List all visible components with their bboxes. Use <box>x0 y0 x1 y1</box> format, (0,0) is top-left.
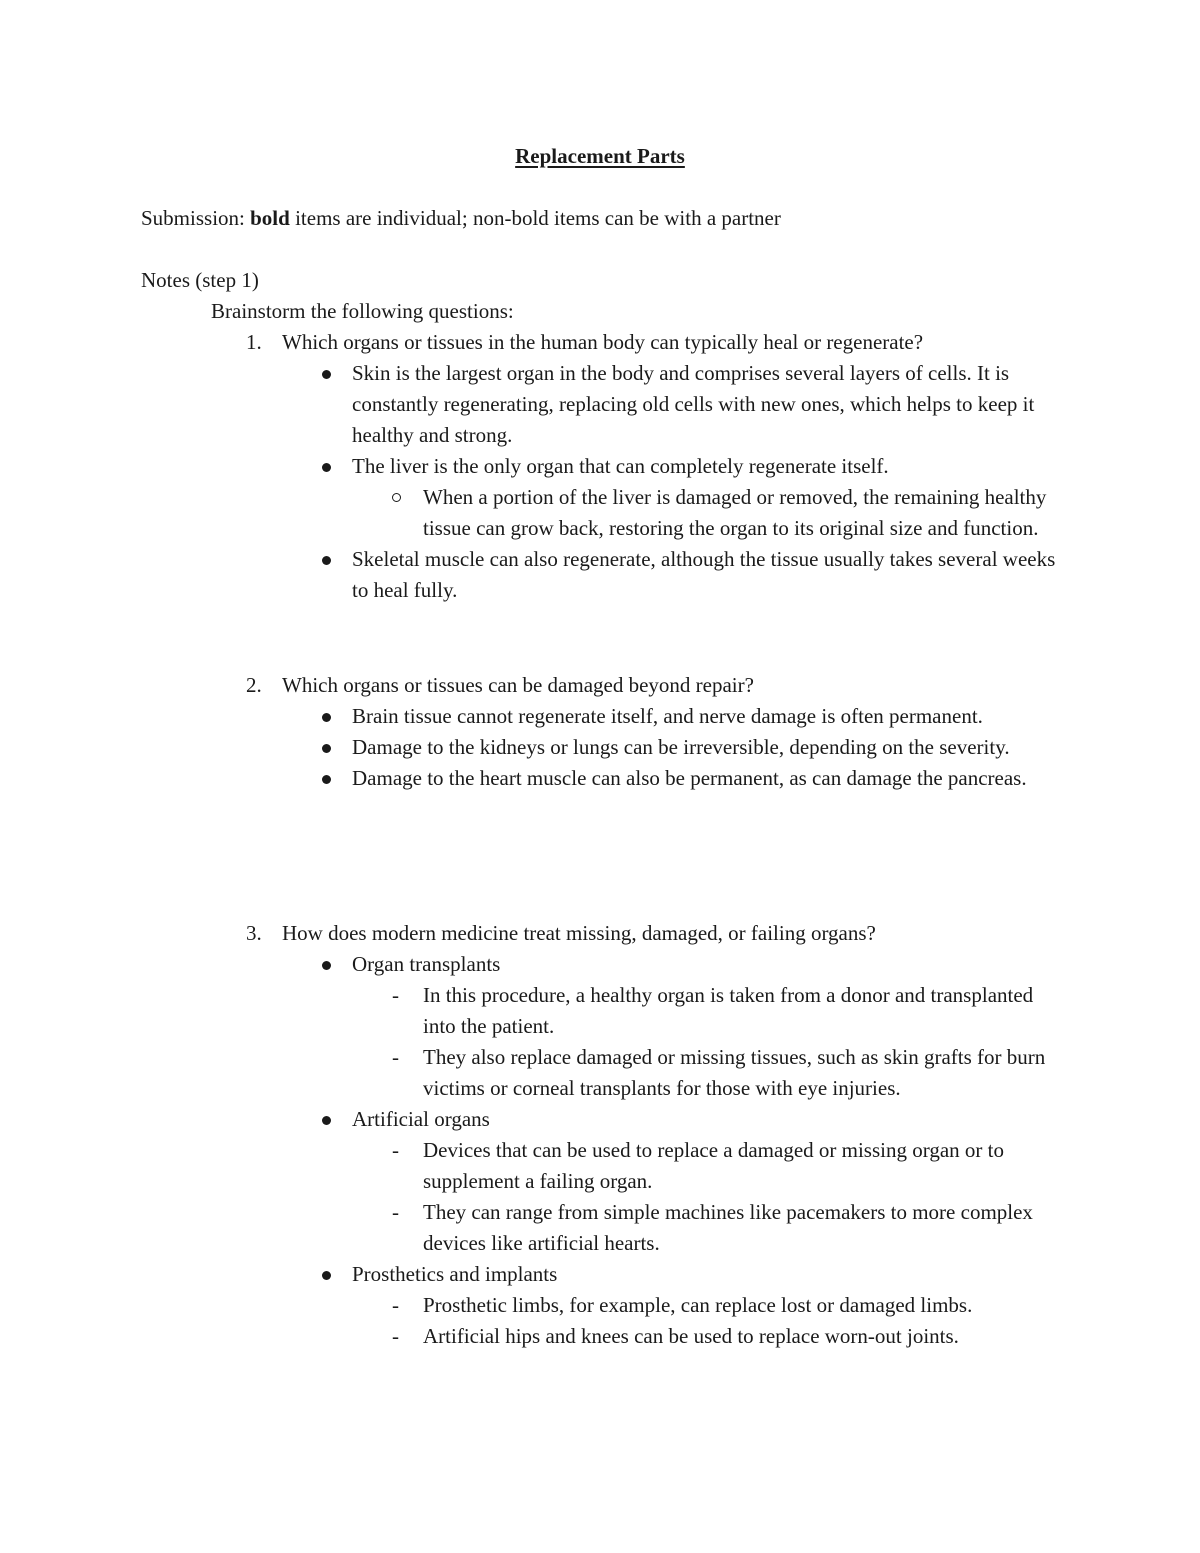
bullet-item <box>246 701 1064 732</box>
sub-bullet-text: When a portion of the liver is damaged or removed, the remaining healthy tissue can grow back, restoring the organ to its original size and function. <box>423 485 1047 540</box>
question-text: Which organs or tissues in the human body can typically heal or regenerate? <box>282 330 924 354</box>
bullet-icon <box>322 1116 331 1125</box>
sub-bullet-text: Prosthetic limbs, for example, can replace lost or damaged limbs. <box>423 1293 973 1317</box>
question-text: How does modern medicine treat missing, damaged, or failing organs? <box>282 921 876 945</box>
bullet-icon <box>322 713 331 722</box>
bullet-item <box>246 732 1064 763</box>
bullet-item <box>246 544 1064 606</box>
question-number: 2. <box>246 673 262 697</box>
bullet-text: The liver is the only organ that can completely regenerate itself. <box>352 454 889 478</box>
dash-icon: - <box>392 1045 399 1069</box>
sub-bullet-text: They also replace damaged or missing tissues, such as skin grafts for burn victims or corneal transplants for those with eye injuries. <box>423 1045 1046 1100</box>
sub-bullet-item <box>246 1135 1063 1197</box>
bullet-text: Damage to the kidneys or lungs can be irreversible, depending on the severity. <box>352 735 1010 759</box>
sub-bullet-item <box>246 980 1063 1042</box>
dash-icon: - <box>392 1200 399 1224</box>
bullet-item <box>246 451 1064 482</box>
answer-list <box>246 949 1086 1352</box>
bullet-item <box>246 358 1064 451</box>
dash-icon: - <box>392 1293 399 1317</box>
bullet-text: Artificial organs <box>352 1107 490 1131</box>
brainstorm-heading: Brainstorm the following questions: <box>211 299 514 323</box>
sub-bullet-item <box>246 1321 1063 1352</box>
dash-icon: - <box>392 1138 399 1162</box>
question-number: 3. <box>246 921 262 945</box>
sub-bullet-text: They can range from simple machines like pacemakers to more complex devices like artificial hearts. <box>423 1200 1033 1255</box>
notes-heading: Notes (step 1) <box>141 268 259 292</box>
submission-prefix: Submission: <box>141 206 251 230</box>
bullet-icon <box>322 775 331 784</box>
page-title: Replacement Parts <box>515 144 685 168</box>
bullet-item <box>246 1259 1064 1290</box>
dash-icon: - <box>392 983 399 1007</box>
submission-rest: items are individual; non-bold items can be with a partner <box>289 206 781 230</box>
bullet-item <box>246 1104 1064 1135</box>
submission-bold-word: bold <box>250 206 290 230</box>
answer-list <box>246 358 1086 606</box>
sub-bullet-item <box>246 1042 1063 1104</box>
dash-icon: - <box>392 1324 399 1348</box>
bullet-text: Skeletal muscle can also regenerate, although the tissue usually takes several weeks to heal fully. <box>352 547 1056 602</box>
answer-list <box>246 701 1086 794</box>
question-text: Which organs or tissues can be damaged beyond repair? <box>282 673 754 697</box>
bullet-icon <box>322 961 331 970</box>
bullet-icon <box>322 744 331 753</box>
sub-bullet-text: Devices that can be used to replace a damaged or missing organ or to supplement a failing organ. <box>423 1138 1004 1193</box>
bullet-icon <box>322 1271 331 1280</box>
sub-bullet-text: Artificial hips and knees can be used to replace worn-out joints. <box>423 1324 959 1348</box>
submission-line <box>141 203 781 234</box>
hollow-circle-icon <box>392 493 401 502</box>
bullet-text: Organ transplants <box>352 952 501 976</box>
bullet-text: Damage to the heart muscle can also be permanent, as can damage the pancreas. <box>352 766 1027 790</box>
bullet-icon <box>322 370 331 379</box>
sub-bullet-item <box>246 482 1063 544</box>
sub-bullet-text: In this procedure, a healthy organ is taken from a donor and transplanted into the patient. <box>423 983 1034 1038</box>
sub-bullet-item <box>246 1290 1063 1321</box>
question-number: 1. <box>246 330 262 354</box>
bullet-text: Prosthetics and implants <box>352 1262 558 1286</box>
bullet-item <box>246 949 1064 980</box>
bullet-text: Brain tissue cannot regenerate itself, and nerve damage is often permanent. <box>352 704 983 728</box>
bullet-icon <box>322 556 331 565</box>
sub-bullet-item <box>246 1197 1063 1259</box>
bullet-icon <box>322 463 331 472</box>
bullet-item <box>246 763 1064 794</box>
bullet-text: Skin is the largest organ in the body and comprises several layers of cells. It is constantly regenerating, replacing old cells with new ones, which helps to keep it healthy and strong. <box>352 361 1035 447</box>
